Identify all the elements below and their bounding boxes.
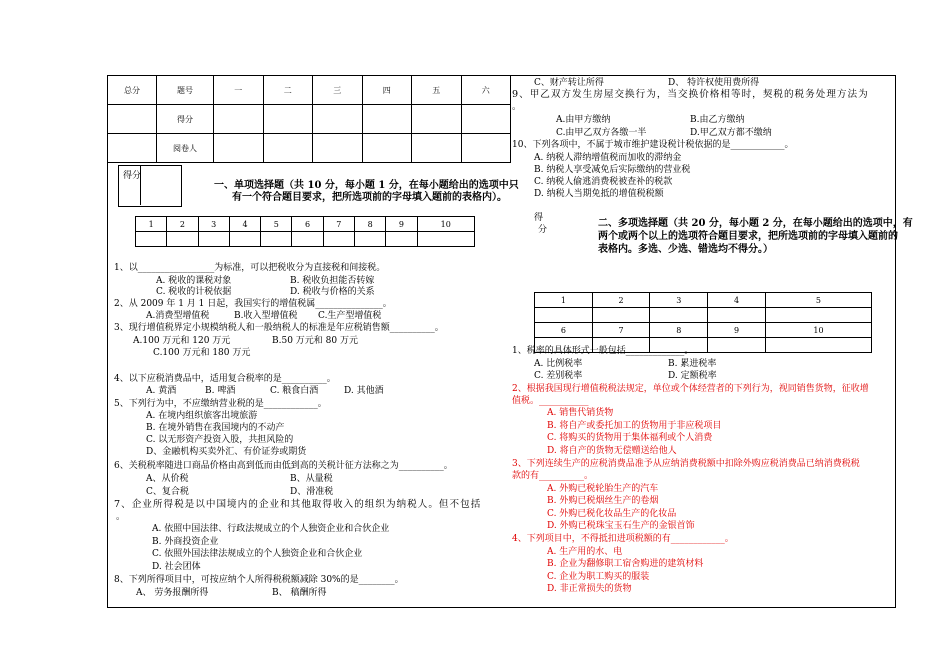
section1-answer-table xyxy=(135,216,475,247)
option-text: D. 纳税人当期免抵的增值税税额 xyxy=(534,189,664,199)
question-text: 3、现行增值税界定小规模纳税人和一般纳税人的标准是年应税销售额__________。 xyxy=(114,323,444,333)
section2-title-line2: 两个或两个以上的选项符合题目要求，把所选项前的字母填入题前的 xyxy=(598,231,898,242)
score-cell: 题号 xyxy=(157,76,214,105)
option-text: A、从价税 xyxy=(146,474,189,484)
option-text: D.甲乙双方都不缴纳 xyxy=(690,128,772,138)
option-text: D. 其他酒 xyxy=(344,386,384,396)
grader-input-cell[interactable] xyxy=(362,134,412,163)
option-text: C. 以无形资产投资入股，共担风险的 xyxy=(146,435,294,445)
option-text: D、滑准税 xyxy=(290,487,334,497)
answer-number: 7 xyxy=(323,217,354,232)
question-text: 值税。___________ xyxy=(512,396,589,406)
option-text: A. 在境内组织旅客出境旅游 xyxy=(146,411,258,421)
section2-title-line3: 表格内。多选、少选、错选均不得分。） xyxy=(598,244,773,255)
answer-cell[interactable] xyxy=(261,232,292,247)
answer-cell[interactable] xyxy=(708,338,766,353)
score-cell: 一 xyxy=(214,76,264,105)
score-row-label: 得分 xyxy=(157,105,214,134)
section1-title-line1: 一、单项选择题（共 10 分，每小题 1 分，在每小题给出的选项中只 xyxy=(214,180,519,191)
answer-cell[interactable] xyxy=(417,232,474,247)
option-text: B.收入型增值税 xyxy=(234,311,298,321)
grader-input-cell[interactable] xyxy=(313,134,363,163)
question-text: 7、企业所得税是以中国境内的企业和其他取得收入的组织为纳税人。但不包括 xyxy=(114,499,482,510)
answer-number: 4 xyxy=(708,293,766,308)
option-text: D. 非正常损失的货物 xyxy=(547,584,632,594)
option-text: D、金融机构买卖外汇、有价证券或期货 xyxy=(146,447,307,457)
answer-number: 9 xyxy=(386,217,417,232)
option-text: B. 企业为翻修职工宿舍购进的建筑材料 xyxy=(547,559,704,569)
answer-number-row xyxy=(535,323,872,338)
option-text: C.100 万元和 180 万元 xyxy=(153,348,251,358)
question-text: 3、下列连续生产的应税消费品准予从应纳消费税额中扣除外购应税消费品已纳消费税税 xyxy=(512,459,860,469)
answer-cell[interactable] xyxy=(167,232,198,247)
answer-cell[interactable] xyxy=(650,308,708,323)
option-text: A. 比例税率 xyxy=(534,359,583,369)
option-text: D. 定额税率 xyxy=(668,371,717,381)
option-text: A. 黄酒 xyxy=(146,386,177,396)
option-text: D. 将自产的货物无偿赠送给他人 xyxy=(547,446,677,456)
option-text: B. 纳税人享受减免后实际缴纳的营业税 xyxy=(534,165,691,175)
grader-row xyxy=(108,134,511,163)
answer-cell[interactable] xyxy=(708,308,766,323)
answer-number-row xyxy=(535,293,872,308)
answer-number: 4 xyxy=(229,217,260,232)
answer-cell[interactable] xyxy=(386,232,417,247)
answer-number: 1 xyxy=(136,217,167,232)
section2-answer-table xyxy=(534,292,872,353)
option-text: A.由甲方缴纳 xyxy=(556,115,611,125)
option-text: A.100 万元和 120 万元 xyxy=(133,336,231,346)
option-text: A. 依照中国法律、行政法规成立的个人独资企业和合伙企业 xyxy=(152,524,390,534)
section1-title-line2: 有一个符合题目要求，把所选项前的字母填入题前的表格内）。 xyxy=(232,192,507,203)
question-text: 4、以下应税消费品中，适用复合税率的是__________。 xyxy=(114,374,336,384)
grader-input-cell[interactable] xyxy=(214,134,264,163)
question-text: 款的有__________。 xyxy=(512,471,594,481)
score-input-cell[interactable] xyxy=(412,105,462,134)
grader-input-cell[interactable] xyxy=(263,134,313,163)
option-text: C. 外购已税化妆品生产的化妆品 xyxy=(547,509,677,519)
option-text: D. 外购已税珠宝玉石生产的金银首饰 xyxy=(547,521,695,531)
answer-number: 3 xyxy=(198,217,229,232)
answer-number: 6 xyxy=(292,217,323,232)
option-text: A. 外购已税轮胎生产的汽车 xyxy=(547,484,659,494)
question-text: 1、税率的具体形式一般包括_____________。 xyxy=(512,346,694,356)
question-text: 8、下列所得项目中，可按应纳个人所得税税额减除 30%的是________。 xyxy=(114,575,404,585)
question-text: 6、关税税率随进口商品价格由高到低而由低到高的关税计征方法称之为__________。 xyxy=(114,461,453,471)
option-text: B. 外购已税烟丝生产的卷烟 xyxy=(547,496,659,506)
option-text: C. 税收的计税依据 xyxy=(156,287,232,297)
option-text: B.由乙方缴纳 xyxy=(690,115,745,125)
section2-score-label-line2: 分 xyxy=(538,225,548,235)
answer-cell[interactable] xyxy=(136,232,167,247)
question-text: 10、下列各项中，不属于城市维护建设税计税依据的是____________。 xyxy=(512,140,794,150)
answer-number: 9 xyxy=(708,323,766,338)
option-text: B.50 万元和 80 万元 xyxy=(272,336,358,346)
option-text: D、 特许权使用费所得 xyxy=(668,78,760,88)
option-text: A、 劳务报酬所得 xyxy=(136,588,209,598)
answer-cell[interactable] xyxy=(198,232,229,247)
option-text: B. 将自产或委托加工的货物用于非应税项目 xyxy=(547,421,722,431)
section2-score-label-line1: 得 xyxy=(534,213,544,223)
answer-number: 6 xyxy=(535,323,593,338)
section1-score-label: 得分 xyxy=(123,171,142,181)
option-text: B、从量税 xyxy=(290,474,333,484)
section2-title-line1: 二、多项选择题（共 20 分，每小题 2 分，在每小题给出的选项中，有 xyxy=(598,218,913,229)
answer-cell[interactable] xyxy=(229,232,260,247)
answer-number: 7 xyxy=(592,323,650,338)
answer-number: 8 xyxy=(354,217,385,232)
score-input-cell[interactable] xyxy=(313,105,363,134)
option-text: B. 税收负担能否转嫁 xyxy=(290,276,375,286)
answer-input-row xyxy=(535,308,872,323)
option-text: C. 粮食白酒 xyxy=(270,386,319,396)
answer-number: 5 xyxy=(261,217,292,232)
question-text: 。 xyxy=(512,102,522,112)
question-text: 4、下列项目中，不得抵扣进项税额的有____________。 xyxy=(512,534,734,544)
option-text: C.生产型增值税 xyxy=(318,311,382,321)
option-text: A. 税收的课税对象 xyxy=(156,276,232,286)
option-text: C. 企业为职工购买的服装 xyxy=(547,572,650,582)
option-text: C、财产转让所得 xyxy=(534,78,604,88)
option-text: B. 外商投资企业 xyxy=(152,537,219,547)
option-text: C. 差别税率 xyxy=(534,371,583,381)
answer-cell[interactable] xyxy=(765,308,871,323)
question-text: 5、下列行为中，不应缴纳营业税的是____________。 xyxy=(114,399,327,409)
option-text: C. 将购买的货物用于集体福利或个人消费 xyxy=(547,433,713,443)
score-cell: 二 xyxy=(263,76,313,105)
answer-cell[interactable] xyxy=(292,232,323,247)
option-text: C.由甲乙双方各缴一半 xyxy=(556,128,647,138)
option-text: A.消费型增值税 xyxy=(146,311,210,321)
score-input-cell[interactable] xyxy=(362,105,412,134)
option-text: B. 啤酒 xyxy=(205,386,236,396)
answer-number: 10 xyxy=(765,323,871,338)
option-text: A. 生产用的水、电 xyxy=(547,547,623,557)
score-cell: 三 xyxy=(313,76,363,105)
answer-cell[interactable] xyxy=(323,232,354,247)
grader-input-cell[interactable] xyxy=(461,134,511,163)
score-cell: 五 xyxy=(412,76,462,105)
answer-number: 8 xyxy=(650,323,708,338)
answer-number: 2 xyxy=(592,293,650,308)
option-text: C. 纳税人偷逃消费税被查补的税款 xyxy=(534,177,673,187)
grader-input-cell[interactable] xyxy=(412,134,462,163)
score-cell: 四 xyxy=(362,76,412,105)
score-input-cell[interactable] xyxy=(214,105,264,134)
answer-number: 2 xyxy=(167,217,198,232)
option-text: C. 依照外国法律法规成立的个人独资企业和合伙企业 xyxy=(152,549,363,559)
answer-number-row xyxy=(136,217,475,232)
option-text: B. 累进税率 xyxy=(668,359,717,369)
option-text: D. 税收与价格的关系 xyxy=(290,287,375,297)
answer-number: 10 xyxy=(417,217,474,232)
score-input-cell[interactable] xyxy=(263,105,313,134)
question-text: 1、以_________________为标准，可以把税收分为直接税和间接税。 xyxy=(114,263,386,273)
option-text: A. 纳税人滞纳增值税而加收的滞纳金 xyxy=(534,153,682,163)
answer-number: 1 xyxy=(535,293,593,308)
score-row xyxy=(108,105,511,134)
score-cell: 六 xyxy=(461,76,511,105)
option-text: B、 稿酬所得 xyxy=(272,588,327,598)
grader-row-label: 阅卷人 xyxy=(157,134,214,163)
option-text: A. 销售代销货物 xyxy=(547,408,614,418)
answer-number: 5 xyxy=(765,293,871,308)
question-text: 。 xyxy=(116,512,126,522)
option-text: B. 在境外销售在我国境内的不动产 xyxy=(146,423,285,433)
answer-cell[interactable] xyxy=(535,308,593,323)
answer-cell[interactable] xyxy=(765,338,871,353)
option-text: D. 社会团体 xyxy=(152,562,201,572)
score-cell: 总分 xyxy=(108,76,157,105)
answer-cell[interactable] xyxy=(592,308,650,323)
answer-input-row xyxy=(136,232,475,247)
answer-number: 3 xyxy=(650,293,708,308)
question-text: 9、甲乙双方发生房屋交换行为，当交换价格相等时，契税的税务处理方法为 xyxy=(512,89,869,100)
option-text: C、复合税 xyxy=(146,487,189,497)
question-text: 2、从 2009 年 1 月 1 日起，我国实行的增值税属_______________。 xyxy=(114,299,392,309)
score-input-cell[interactable] xyxy=(461,105,511,134)
question-text: 2、根据我国现行增值税税法规定，单位或个体经营者的下列行为，视同销售货物，征收增 xyxy=(512,384,869,394)
score-header-row xyxy=(108,76,511,105)
score-table xyxy=(107,75,511,163)
answer-cell[interactable] xyxy=(354,232,385,247)
